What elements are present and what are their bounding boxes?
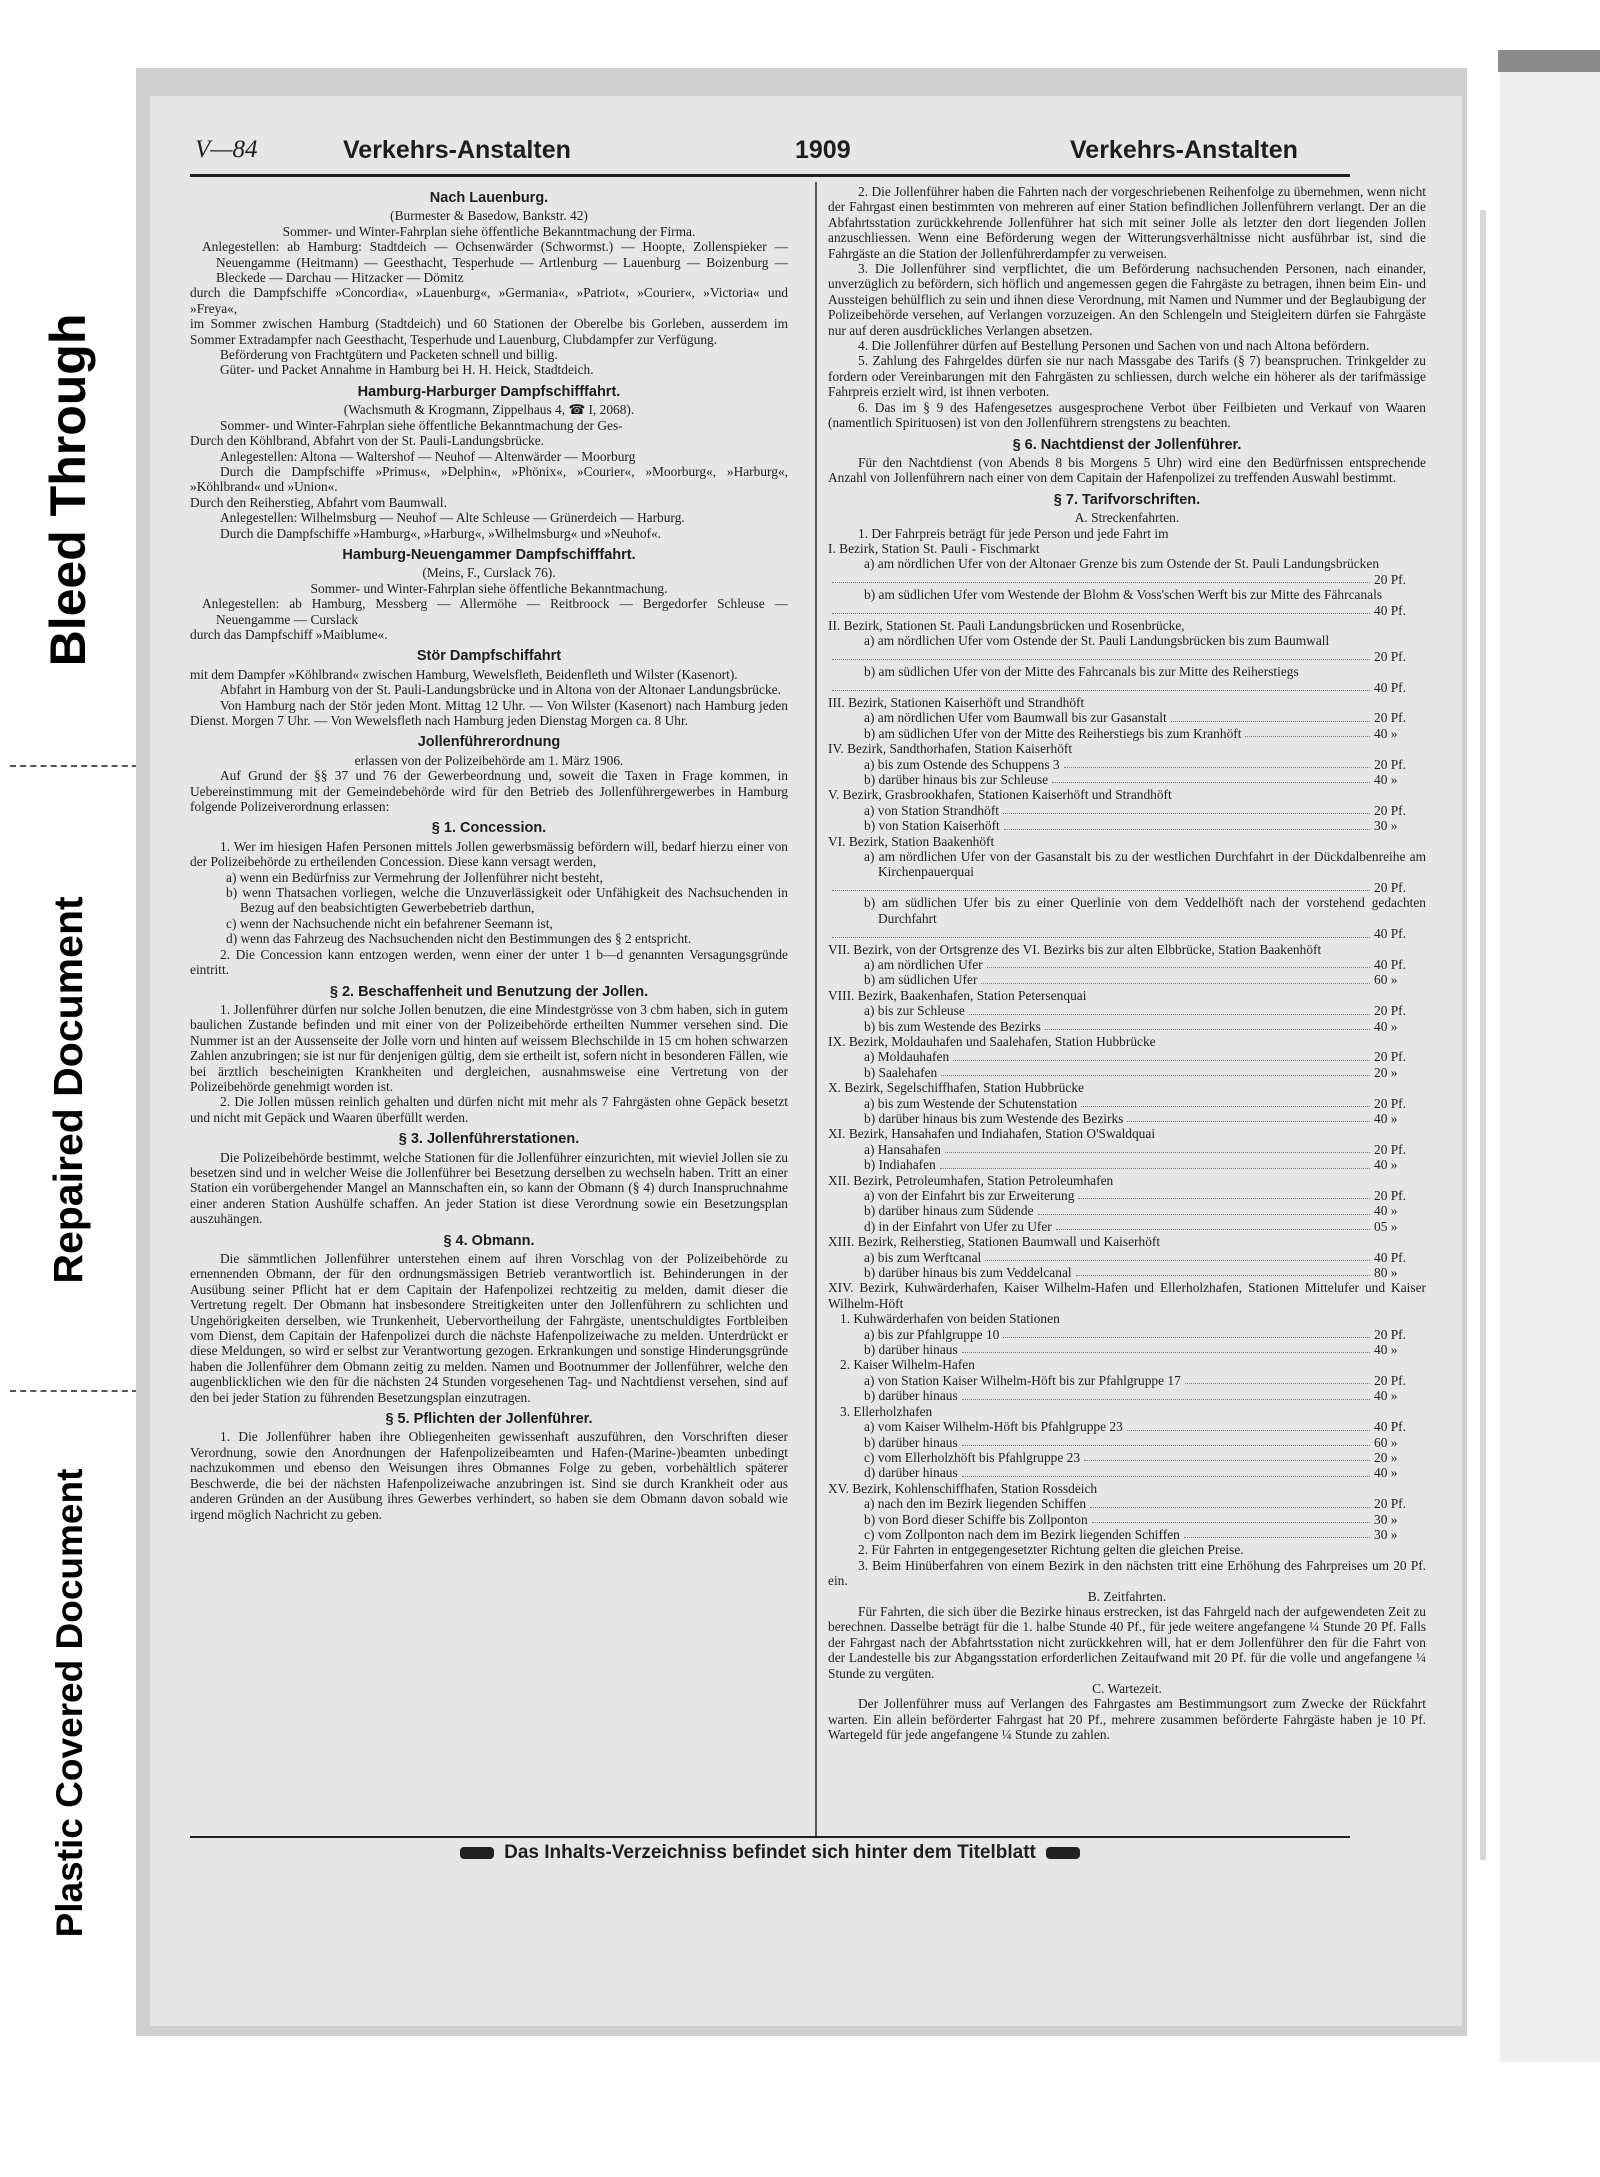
text-paragraph: A. Streckenfahrten. [1074,510,1180,526]
text-paragraph: Für den Nachtdienst (von Abends 8 bis Morgens 5 Uhr) wird eine den Bedürfnissen entsprechende Anzahl von Jollenführern nach einer von dem Capitain der Hafenpolizei zu treffenden Auswahl bestimmt. [828,454,1426,486]
text-paragraph: d) wenn das Fahrzeug des Nachsuchenden nicht den Bestimmungen des § 2 entspricht. [226,931,692,947]
section-heading: § 4. Obmann. [443,1232,535,1249]
tariff-price: 30 » [1374,1526,1398,1542]
tariff-label: b) am südlichen Ufer [864,972,978,988]
tariff-label: a) bis zum Werftcanal [864,1249,982,1265]
leader-dots [1064,757,1370,768]
sheet-edge [1500,72,1600,2062]
tariff-label: a) nach den im Bezirk liegenden Schiffen [864,1496,1087,1512]
text-paragraph: 1. Die Jollenführer haben ihre Obliegenheiten gewissenhaft auszuführen, den Vorschriften dieser Verordnung, sowie den Anordnungen der Hafenpolizeibeamten und Hafen-(Marine-)beamten unbedingt nachzukommen und ebenso den Weisungen ihres Obmannes Folge zu geben, vorbehältlich späterer Beschwerde, die bei der nächsten Hafenpolizeiwache anzubringen ist. Sind sie durch Krankheit oder aus anderen Gründen an der Ausübung ihres Gewerbes verhindert, so haben sie dem Obmann davon sobald wie irgend möglich Nachricht zu geben. [190,1429,788,1522]
tariff-price: 60 » [1374,1434,1398,1450]
leader-dots [1045,1019,1370,1030]
section-heading: § 6. Nachtdienst der Jollenführer. [1012,436,1242,453]
tariff-label: b) darüber hinaus [864,1342,958,1358]
leader-dots [1003,1327,1370,1338]
tariff-row [828,603,1426,618]
leader-dots [1090,1496,1370,1507]
header-left-title: Verkehrs-Anstalten [343,136,571,164]
leader-dots [1078,1188,1370,1199]
text-paragraph: b) am südlichen Ufer bis zu einer Querlinie von dem Veddelhöft nach der vorstehend gedachten Durchfahrt [864,895,1426,926]
tariff-label: a) von Station Kaiser Wilhelm-Höft bis zur Pfahlgruppe 17 [864,1372,1181,1388]
tariff-row [828,757,1426,772]
text-paragraph: im Sommer zwischen Hamburg (Stadtdeich) und 60 Stationen der Oberelbe bis Gorleben, ausserdem im Sommer Extradampfer nach Geesthacht, Tesperhude und Lauenburg, Clubdampfer zur Verfügung. [190,316,788,347]
tariff-price: 40 » [1374,1203,1398,1219]
tariff-row [828,772,1426,787]
section-heading: § 3. Jollenführerstationen. [398,1131,580,1148]
text-paragraph: 3. Beim Hinüberfahren von einem Bezirk in den nächsten tritt eine Erhöhung des Fahrpreises um 20 Pf. ein. [828,1557,1426,1589]
text-paragraph: Sommer- und Winter-Fahrplan siehe öffentliche Bekanntmachung der Ges- [220,417,623,433]
section-heading: Stör Dampfschiffahrt [416,648,562,665]
tariff-row [828,1096,1426,1111]
right-column [828,184,1426,1743]
tariff-row [828,1527,1426,1542]
text-paragraph: Beförderung von Frachtgütern und Packeten schnell und billig. [220,347,558,363]
tariff-row [828,1219,1426,1234]
tariff-label: b) bis zum Westende des Bezirks [864,1018,1041,1034]
text-paragraph: 1. Kuhwärderhafen von beiden Stationen [840,1311,1060,1327]
tariff-price: 40 Pf. [1374,926,1406,942]
text-paragraph: V. Bezirk, Grasbrookhafen, Stationen Kaiserhöft und Strandhöft [828,787,1172,803]
tariff-row [828,880,1426,895]
text-paragraph: Güter- und Packet Annahme in Hamburg bei H. H. Heick, Stadtdeich. [220,362,594,378]
text-paragraph: 2. Die Jollenführer haben die Fahrten nach der vorgeschriebenen Reihenfolge zu übernehmen, wenn nicht der Fahrgast einen bestimmten von mehreren auf einer Station befindlichen Jollenführern verlangt. Der an die Abfahrtsstation zurückkehrende Jollenführer hat sich mit seiner Jolle als letzter den dort liegenden Jollen anzuschliessen. Wenn eine Beförderung wegen der Witterungsverhältnisse nicht ausführbar ist, sind die Fahrgäste an die Station der Jollenführerdampfer zu verweisen. [828,184,1426,261]
leader-dots [832,603,1370,614]
text-paragraph: VIII. Bezirk, Baakenhafen, Station Petersenquai [828,987,1087,1003]
tariff-label: c) vom Ellerholzhöft bis Pfahlgruppe 23 [864,1449,1081,1465]
text-paragraph: 2. Die Jollen müssen reinlich gehalten und dürfen nicht mit mehr als 7 Fahrgästen ohne Gepäck besetzt und nicht mit Gepäck und Waaren überfüllt werden. [190,1094,788,1125]
text-paragraph: II. Bezirk, Stationen St. Pauli Landungsbrücken und Rosenbrücke, [828,617,1185,633]
text-paragraph: Der Jollenführer muss auf Verlangen des Fahrgastes am Bestimmungsort zum Zwecke der Rückfahrt warten. Ein allein beförderter Fahrgast hat 20 Pf., mehrere zusammen beförderte Fahrgäste haben je 10 Pf. Wartegeld für jede angefangene ¼ Stunde zu zahlen. [828,1696,1426,1743]
tariff-label: b) darüber hinaus [864,1388,958,1404]
tariff-price: 40 Pf. [1374,1249,1406,1265]
tariff-label: a) Hansahafen [864,1141,941,1157]
header-year: 1909 [795,136,851,164]
tariff-label: a) Moldauhafen [864,1049,950,1065]
leader-dots [969,1003,1370,1014]
text-paragraph: X. Bezirk, Segelschiffhafen, Station Hubbrücke [828,1080,1084,1096]
section-heading: § 1. Concession. [431,820,547,837]
document-page [150,96,1462,2026]
leader-dots [1003,803,1370,814]
tariff-price: 30 » [1374,818,1398,834]
tariff-price: 20 Pf. [1374,1188,1406,1203]
leader-dots [1245,726,1370,737]
leader-dots [832,572,1370,583]
tariff-row [828,1250,1426,1265]
tariff-row [828,1388,1426,1403]
tariff-row [828,957,1426,972]
label-bleed-through: Bleed Through [40,313,96,667]
leader-dots [832,680,1370,691]
text-paragraph: Von Hamburg nach der Stör jeden Mont. Mittag 12 Uhr. — Von Wilster (Kasenort) nach Hamburg jeden Dienst. Morgen 7 Uhr. — Von Wewelsfleth nach Hamburg jeden Dienstag Morgen ca. 8 Uhr. [190,697,788,728]
tariff-price: 20 Pf. [1374,802,1406,818]
tariff-price: 20 » [1374,1449,1398,1465]
tariff-row [828,972,1426,987]
section-heading: Hamburg-Harburger Dampfschifffahrt. [357,383,621,400]
tariff-price: 40 Pf. [1374,956,1406,972]
text-paragraph: XIII. Bezirk, Reiherstieg, Stationen Baumwall und Kaiserhöft [828,1234,1161,1250]
text-paragraph: a) wenn ein Bedürfniss zur Vermehrung der Jollenführer nicht besteht, [226,869,603,885]
text-paragraph: Durch die Dampfschiffe »Hamburg«, »Harburg«, »Wilhelmsburg« und »Neuhof«. [220,525,662,541]
text-paragraph: 3. Die Jollenführer sind verpflichtet, die um Beförderung nachsuchenden Personen, nach einander, unverzüglich zu befördern, sich höflich und angemessen gegen die Fahrgäste zu betragen, ihnen beim Ein- und Aussteigen behülflich zu sein und ihnen diese Verordnung, mit Namen und Nummer und der Beglaubigung der Polizeibehörde versehen, auf Verlangen vorzuzeigen. An den Schlengeln und Steigleitern dürfen sie Fahrgäste nur auf deren ausdrückliches Verlangen absetzen. [828,261,1426,338]
text-paragraph: Auf Grund der §§ 37 und 76 der Gewerbeordnung und, soweit die Taxen in Frage kommen, in Uebereinstimmung mit der Gemeindebehörde wird für den Betrieb des Jollenführergewerbes in Hamburg folgende Polizeiverordnung erlassen: [190,768,788,815]
leader-dots [832,649,1370,660]
section-heading: § 7. Tarifvorschriften. [1053,491,1201,508]
text-paragraph: XII. Bezirk, Petroleumhafen, Station Petroleumhafen [828,1172,1114,1188]
sheet-edge [1498,50,1600,72]
footer-rule [190,1836,1350,1838]
tariff-price: 40 » [1374,1018,1398,1034]
text-paragraph: 2. Für Fahrten in entgegengesetzter Richtung gelten die gleichen Preise. [858,1542,1244,1558]
text-paragraph: Durch die Dampfschiffe »Primus«, »Delphin«, »Phönix«, »Courier«, »Moorburg«, »Harburg«, »Köhlbrand« und »Union«. [190,463,788,495]
text-paragraph: b) am südlichen Ufer vom Westende der Blohm & Voss'schen Werft bis zur Mitte des Fährcanals [864,587,1383,603]
tariff-label: a) am nördlichen Ufer vom Baumwall bis zur Gasanstalt [864,710,1167,726]
leader-dots [962,1342,1370,1353]
tariff-price: 40 » [1374,1465,1398,1481]
text-paragraph: (Meins, F., Curslack 76). [422,565,556,581]
text-paragraph: (Wachsmuth & Krogmann, Zippelhaus 4, ☎ I, 2068). [343,402,635,418]
text-paragraph: 1. Jollenführer dürfen nur solche Jollen benutzen, die eine Mindestgrösse von 3 cbm haben, sich in gutem baulichen Zustande befinden und mit einer von der Polizeibehörde ertheilten Nummer versehen sind. Die Nummer ist an der Aussenseite der Jolle vorn und hinten auf weissem Blechschilde in 15 cm hohen schwarzen Zahlen anzubringen; sie ist nur für denjenigen gültig, dem sie ertheilt ist, sofern nicht in besonderen Fällen, wie bei ärztlich bescheinigten Krankheiten und dergleichen, ausnahmsweise eine Vertretung von der Polizeibehörde genehmigt worden ist. [190,1001,788,1094]
leader-dots [1076,1265,1370,1276]
tariff-row [828,710,1426,725]
tariff-label: b) Saalehafen [864,1064,938,1080]
tariff-price: 40 » [1374,1110,1398,1126]
left-column [190,184,788,1522]
text-paragraph: c) wenn der Nachsuchende nicht ein befahrener Seemann ist, [226,915,553,931]
leader-dots [1004,818,1370,829]
tariff-label: b) darüber hinaus bis zur Schleuse [864,772,1049,788]
text-paragraph: erlassen von der Polizeibehörde am 1. März 1906. [354,752,624,768]
tariff-price: 20 Pf. [1374,1095,1406,1111]
footer-text: Das Inhalts-Verzeichniss befindet sich hinter dem Titelblatt [504,1842,1036,1863]
tariff-row [828,726,1426,741]
text-paragraph: Durch den Reiherstieg, Abfahrt vom Baumwall. [190,494,447,510]
tariff-price: 20 Pf. [1374,1326,1406,1342]
leader-dots [832,880,1370,891]
leader-dots [1171,710,1370,721]
tariff-row [828,1327,1426,1342]
tariff-label: a) bis zur Pfahlgruppe 10 [864,1326,1000,1342]
tariff-row [828,1065,1426,1080]
leader-dots [1184,1527,1370,1538]
text-paragraph: 2. Kaiser Wilhelm-Hafen [840,1357,975,1373]
column-divider [815,182,817,1837]
tariff-row [828,1435,1426,1450]
text-paragraph: Anlegestellen: ab Hamburg, Messberg — Allermöhe — Reitbroock — Bergedorfer Schleuse — Neuengamme — Curslack [202,596,788,627]
text-paragraph: Sommer- und Winter-Fahrplan siehe öffentliche Bekanntmachung der Firma. [282,223,696,239]
tariff-label: b) darüber hinaus zum Südende [864,1203,1034,1219]
section-heading: Jollenführerordnung [417,734,561,751]
text-paragraph: Durch den Köhlbrand, Abfahrt von der St. Pauli-Landungsbrücke. [190,433,545,449]
tariff-label: a) bis zum Westende der Schutenstation [864,1095,1078,1111]
text-paragraph: Die Polizeibehörde bestimmt, welche Stationen für die Jollenführer einzurichten, mit wieviel Jollen sie zu besetzen sind und in welcher Weise die Jollenführer bei Besetzung derselben zu wechseln haben. Tritt an einer Station ein vorübergehender Mangel an Mannschaften ein, so kann der Obmann (§ 4) durch Inanspruchnahme einer anderen Station Aushülfe schaffen. An jeder Station ist diese Verordnung sowie ein Besetzungsplan auszuhängen. [190,1149,788,1227]
text-paragraph: a) am nördlichen Ufer von der Altonaer Grenze bis zum Ostende der St. Pauli Landungsbrücken [864,556,1380,572]
tariff-row [828,926,1426,941]
leader-dots [1127,1419,1370,1430]
tariff-label: a) von der Einfahrt bis zur Erweiterung [864,1188,1075,1203]
tariff-row [828,680,1426,695]
text-paragraph: IX. Bezirk, Moldauhafen und Saalehafen, Station Hubbrücke [828,1033,1156,1049]
tariff-label: b) darüber hinaus bis zum Westende des Bezirks [864,1110,1124,1126]
tariff-row [828,1512,1426,1527]
tariff-row [828,1419,1426,1434]
footer-note [230,1842,1310,1864]
header-rule [190,174,1350,177]
leader-dots [962,1435,1370,1446]
tariff-label: b) darüber hinaus [864,1434,958,1450]
tariff-label: a) bis zur Schleuse [864,1003,965,1019]
tariff-price: 20 » [1374,1064,1398,1080]
tariff-price: 40 Pf. [1374,602,1406,618]
tariff-price: 40 » [1374,725,1398,741]
leader-dots [962,1388,1370,1399]
tariff-price: 40 Pf. [1374,679,1406,695]
tariff-price: 20 Pf. [1374,879,1406,895]
text-paragraph: b) wenn Thatsachen vorliegen, welche die Unzuverlässigkeit oder Unfähigkeit des Nachsuchenden in Bezug auf den beabsichtigten Gewerbebetrieb darthun, [226,885,788,916]
leader-dots [1056,1219,1370,1230]
text-paragraph: Für Fahrten, die sich über die Bezirke hinaus erstrecken, ist das Fahrgeld nach der aufgewendeten Zeit zu berechnen. Dasselbe beträgt für die 1. halbe Stunde 40 Pf., für jede weitere angefangene ¼ Stunde 20 Pf. Falls der Fahrgast nach der Abfahrtsstation nicht zurückkehren will, hat er dem Jollenführer den für die Fahrt von der Landestelle bis zur Abgangsstation erforderlichen Zeitaufwand mit 20 Pf. für die volle und angefangene ¼ Stunde zu vergüten. [828,1603,1426,1681]
tariff-row [828,1203,1426,1218]
tariff-price: 20 Pf. [1374,756,1406,772]
leader-dots [987,957,1370,968]
text-paragraph: B. Zeitfahrten. [1087,1588,1167,1604]
tariff-row [828,1342,1426,1357]
page-number: V—84 [195,136,258,163]
tariff-row [828,1157,1426,1172]
tariff-row [828,649,1426,664]
tariff-row [828,1450,1426,1465]
leader-dots [945,1142,1370,1153]
section-heading: § 5. Pflichten der Jollenführer. [385,1411,593,1428]
text-paragraph: Anlegestellen: Wilhelmsburg — Neuhof — Alte Schleuse — Grünerdeich — Harburg. [220,510,685,526]
tariff-label: c) vom Zollponton nach dem im Bezirk liegenden Schiffen [864,1526,1180,1542]
label-repaired-document: Repaired Document [45,896,91,1284]
tariff-row [828,1019,1426,1034]
tariff-label: b) von Bord dieser Schiffe bis Zollponton [864,1511,1088,1527]
text-paragraph: Die sämmtlichen Jollenführer unterstehen einem auf ihren Vorschlag von der Polizeibehörde zu ernennenden Obmann, der für den ordnungsmässigen Betrieb verantwortlich ist. Behinderungen in der Ausübung seiner Pflicht hat er dem Capitain der Hafenpolizei rechtzeitig zu melden, damit dieser die Vertretung regelt. Der Obmann hat insbesondere Streitigkeiten unter den Jollenführern zu schlichten und Ungehörigkeiten derselben, wie Trunkenheit, Uebervortheilung der Fahrgäste, unentschuldigtes Fortbleiben vom Dienst, dem Capitain der Hafenpolizei durch die nächste Hafenpolizeiwache zu melden. Unterdrückt er diese Meldungen, so wird er selbst zur Verantwortung gezogen. Erkrankungen und sonstige Hinderungsgründe haben die Jollenführer dem Obmann zeitig zu melden. Namen und Bootnummer der Jollenführer, welche den augenblicklichen wie den für die nächsten 24 Stunden vorgesehenen Tag- und Nachtdienst versehen, sind auf den bei jeder Station zu führenden Besetzungsplan einzutragen. [190,1251,788,1405]
label-divider [10,765,138,767]
tariff-label: a) vom Kaiser Wilhelm-Höft bis Pfahlgruppe 23 [864,1419,1123,1435]
leader-dots [962,1465,1370,1476]
leader-dots [1127,1111,1370,1122]
tariff-price: 20 Pf. [1374,1049,1406,1065]
tariff-price: 40 Pf. [1374,1419,1406,1435]
leader-dots [985,1250,1370,1261]
text-paragraph: Anlegestellen: ab Hamburg: Stadtdeich — Ochsenwärder (Schwormst.) — Hoopte, Zollenspieker — Neuengamme (Heitmann) — Geesthacht, Tesperhude — Artlenburg — Lauenburg — Boizenburg — Bleckede — Darchau — Hitzacker — Dömitz [202,239,788,286]
tariff-label: b) darüber hinaus bis zum Veddelcanal [864,1265,1072,1281]
text-paragraph: durch die Dampfschiffe »Concordia«, »Lauenburg«, »Germania«, »Patriot«, »Courier«, »Victoria« und »Freya«, [190,285,788,316]
text-paragraph: a) am nördlichen Ufer von der Gasanstalt bis zu der westlichen Durchfahrt in der Dückdalbenreihe am Kirchenpauerquai [864,849,1426,880]
tariff-row [828,1111,1426,1126]
tariff-price: 20 Pf. [1374,648,1406,664]
tariff-price: 30 » [1374,1511,1398,1527]
text-paragraph: VII. Bezirk, von der Ortsgrenze des VI. Bezirks bis zur alten Elbbrücke, Station Baakenhöft [828,941,1322,957]
tariff-row [828,1188,1426,1203]
section-heading: § 2. Beschaffenheit und Benutzung der Jollen. [329,983,649,1000]
tariff-row [828,1373,1426,1388]
text-paragraph: 5. Zahlung des Fahrgeldes dürfen sie nur nach Massgabe des Tarifs (§ 7) beanspruchen. Trinkgelder zu fordern oder Vereinbarungen mit den Fahrgästen zu schliessen, durch welche ein höherer als der tarifmässige Fahrpreis erzielt wird, ist ihnen verboten. [828,353,1426,400]
tariff-row [828,1265,1426,1280]
tariff-label: a) bis zum Ostende des Schuppens 3 [864,756,1060,772]
leader-dots [1052,772,1370,783]
text-paragraph: Anlegestellen: Altona — Waltershof — Neuhof — Altenwärder — Moorburg [220,448,636,464]
tariff-row [828,1049,1426,1064]
text-paragraph: (Burmester & Basedow, Bankstr. 42) [390,208,588,224]
tariff-label: b) Indiahafen [864,1157,936,1173]
text-paragraph: XIV. Bezirk, Kuhwärderhafen, Kaiser Wilhelm-Hafen und Ellerholzhafen, Stationen Mittelufer und Kaiser Wilhelm-Höft [828,1280,1426,1311]
text-paragraph: 2. Die Concession kann entzogen werden, wenn einer der unter 1 b—d genannten Versagungsgründe eintritt. [190,946,788,978]
text-paragraph: Sommer- und Winter-Fahrplan siehe öffentliche Bekanntmachung. [310,580,668,596]
tariff-row [828,1142,1426,1157]
text-paragraph: durch das Dampfschiff »Maiblume«. [190,626,388,642]
text-paragraph: VI. Bezirk, Station Baakenhöft [828,833,995,849]
header-right-title: Verkehrs-Anstalten [1070,136,1298,164]
text-paragraph: mit dem Dampfer »Köhlbrand« zwischen Hamburg, Wewelsfleth, Beidenfleth und Wilster (Kasenort). [190,666,738,682]
tariff-price: 40 » [1374,1388,1398,1404]
text-paragraph: I. Bezirk, Station St. Pauli - Fischmarkt [828,540,1040,556]
label-plastic-covered-document: Plastic Covered Document [49,1468,90,1938]
leader-dots [941,1065,1370,1076]
leader-dots [981,972,1370,983]
tariff-price: 20 Pf. [1374,1141,1406,1157]
pointing-hand-icon [460,1847,494,1859]
tariff-price: 20 Pf. [1374,1496,1406,1512]
leader-dots [953,1049,1370,1060]
text-paragraph: b) am südlichen Ufer von der Mitte des Fahrcanals bis zur Mitte des Reiherstiegs [864,664,1299,680]
leader-dots [832,926,1370,937]
tariff-row [828,572,1426,587]
binding-strip [1480,210,1486,1860]
text-paragraph: IV. Bezirk, Sandthorhafen, Station Kaiserhöft [828,741,1073,757]
section-heading: Hamburg-Neuengammer Dampfschifffahrt. [342,546,636,563]
tariff-label: d) in der Einfahrt von Ufer zu Ufer [864,1218,1052,1234]
text-paragraph: 3. Ellerholzhafen [840,1403,933,1419]
tariff-label: a) von Station Strandhöft [864,802,1000,818]
tariff-label: d) darüber hinaus [864,1465,958,1481]
tariff-price: 20 Pf. [1374,1003,1406,1019]
text-paragraph: XV. Bezirk, Kohlenschiffhafen, Station Rossdeich [828,1480,1098,1496]
text-paragraph: C. Wartezeit. [1092,1681,1162,1696]
leader-dots [1081,1096,1370,1107]
text-paragraph: 6. Das im § 9 des Hafengesetzes ausgesprochene Verbot über Feilbieten und Verkauf von Waaren (namentlich Spirituosen) ist von den Jollenführern strengstens zu beachten. [828,399,1426,431]
text-paragraph: XI. Bezirk, Hansahafen und Indiahafen, Station O'Swaldquai [828,1126,1156,1142]
tariff-row [828,803,1426,818]
tariff-price: 60 » [1374,972,1398,988]
tariff-price: 05 » [1374,1218,1398,1234]
tariff-price: 40 » [1374,772,1398,788]
text-paragraph: 1. Wer im hiesigen Hafen Personen mittels Jollen gewerbsmässig befördern will, bedarf hierzu einer von der Polizeibehörde zu ertheilenden Concession. Diese kann versagt werden, [190,838,788,870]
tariff-row [828,1003,1426,1018]
tariff-price: 40 » [1374,1342,1398,1358]
tariff-price: 20 Pf. [1374,571,1406,587]
leader-dots [1185,1373,1370,1384]
tariff-label: a) am nördlichen Ufer [864,956,983,972]
tariff-price: 80 » [1374,1265,1398,1281]
text-paragraph: 1. Der Fahrpreis beträgt für jede Person und jede Fahrt im [858,525,1169,541]
leader-dots [1038,1203,1370,1214]
text-paragraph: III. Bezirk, Stationen Kaiserhöft und Strandhöft [828,695,1085,710]
tariff-label: b) von Station Kaiserhöft [864,818,1000,834]
tariff-row [828,1496,1426,1511]
tariff-label: b) am südlichen Ufer von der Mitte des Reiherstiegs bis zum Kranhöft [864,725,1242,741]
pointing-hand-icon [1046,1847,1080,1859]
side-annotation-strip [0,0,135,2177]
tariff-price: 40 » [1374,1157,1398,1173]
leader-dots [1084,1450,1370,1461]
tariff-price: 20 Pf. [1374,710,1406,726]
tariff-row [828,818,1426,833]
leader-dots [940,1157,1370,1168]
tariff-price: 20 Pf. [1374,1372,1406,1388]
text-paragraph: 4. Die Jollenführer dürfen auf Bestellung Personen und Sachen von und nach Altona befördern. [858,338,1370,354]
text-paragraph: Abfahrt in Hamburg von der St. Pauli-Landungsbrücke und in Altona von der Altonaer Landungsbrücke. [220,682,781,698]
section-heading: Nach Lauenburg. [429,190,549,206]
tariff-row [828,1465,1426,1480]
leader-dots [1092,1512,1370,1523]
text-paragraph: a) am nördlichen Ufer vom Ostende der St. Pauli Landungsbrücken bis zum Baumwall [864,633,1330,649]
running-header [195,136,1345,176]
